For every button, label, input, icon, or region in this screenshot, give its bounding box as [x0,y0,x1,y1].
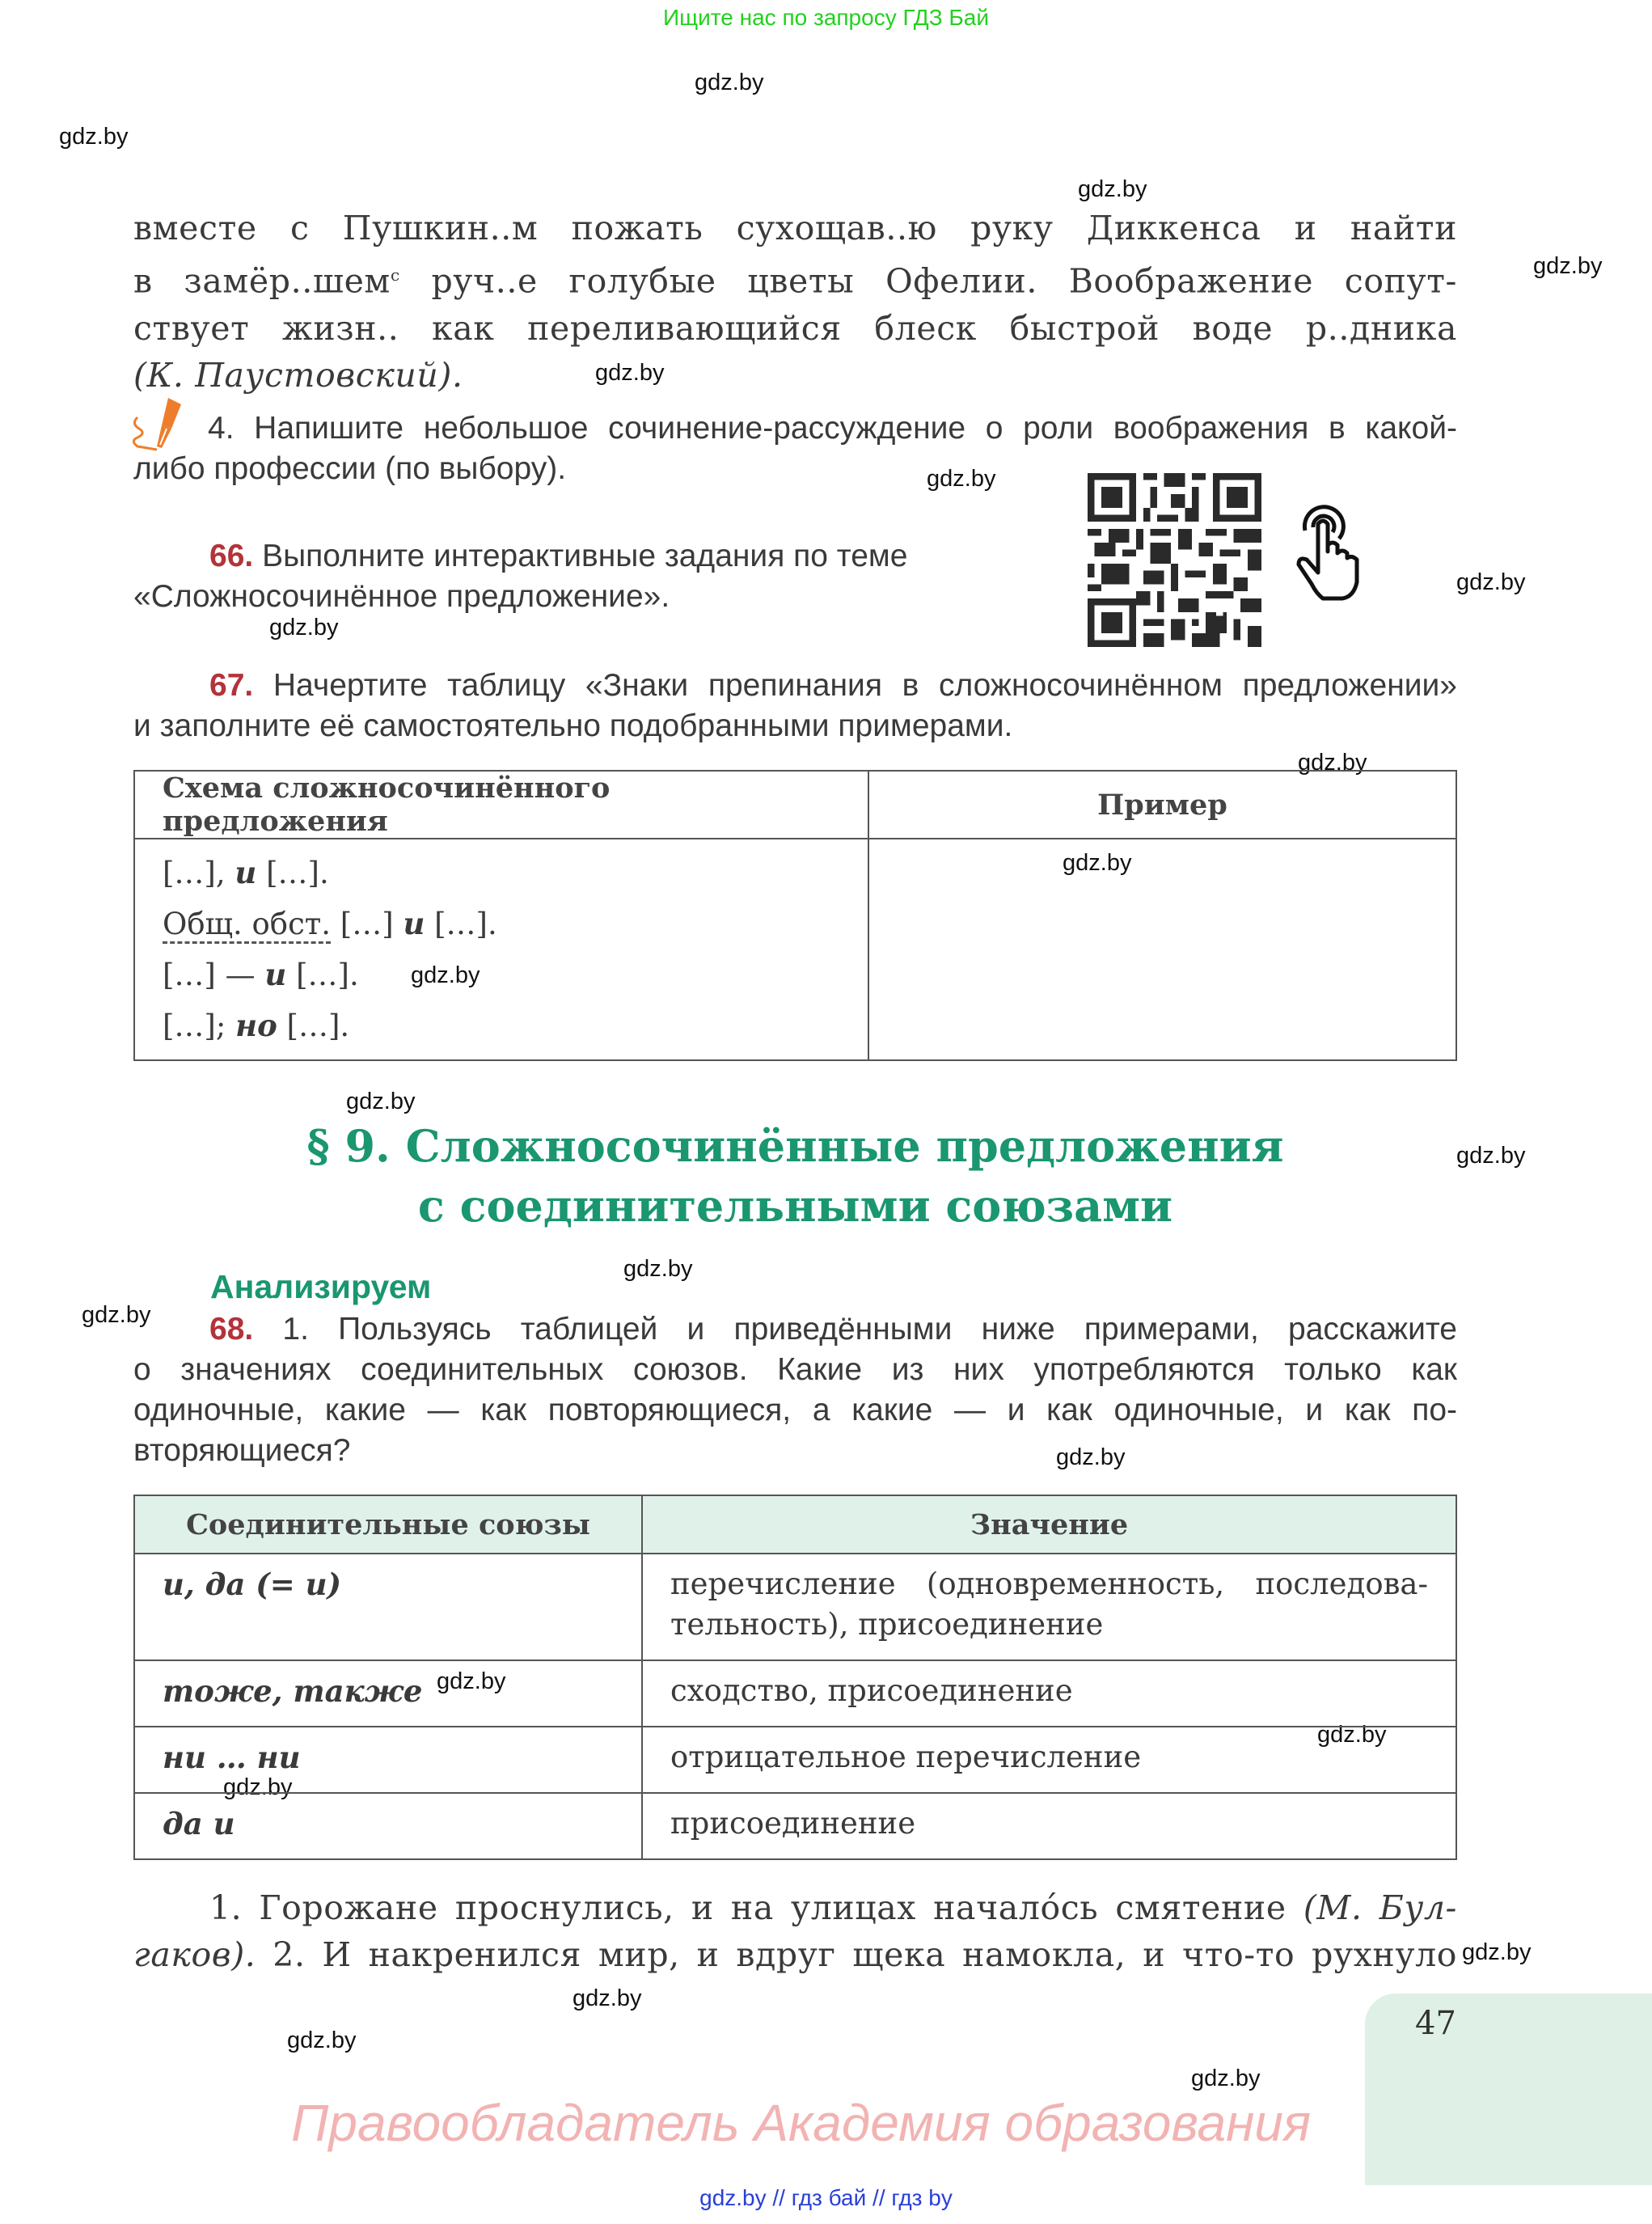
task-67-text: Начертите таблицу «Знаки препинания в сложносочинённом предложении» [273,668,1458,703]
page-number-box [1365,1994,1652,2185]
conjunctions-table [133,1495,1457,1860]
watermark: gdz.by [695,70,764,95]
scheme-line: Общ. обст. […] и […]. [163,898,840,949]
watermark: gdz.by [437,1668,506,1694]
section-heading [133,1116,1457,1236]
task-66-line: «Сложносочинённое предложение». [133,579,670,614]
task-68-line [133,1309,1457,1350]
analyze-label: Анализируем [210,1268,432,1305]
excerpt-line: ствует жизн.. как переливающийся блеск быстрой воде р..дника [133,308,1457,348]
column-header: Схема сложносочинённого предложения [134,771,868,839]
copyright-notice: Правообладатель Академия образования [291,2094,1312,2152]
page-number: 47 [1415,2005,1456,2042]
task-67-line [133,666,1457,706]
column-header: Соединительные союзы [134,1495,642,1554]
table-row [134,1554,1456,1660]
watermark: gdz.by [1317,1722,1387,1748]
scheme-line: […] — и […]. [163,957,359,992]
excerpt-paragraph [133,205,1457,399]
watermark: gdz.by [572,1985,642,2011]
footer-links[interactable]: gdz.by // гдз бай // гдз by [699,2185,953,2210]
scheme-line: […]; но […]. [163,1008,350,1043]
watermark: gdz.by [1533,253,1603,279]
watermark: gdz.by [1078,176,1147,202]
watermark: gdz.by [927,466,996,492]
conjunction-cell: ни … ни [134,1727,642,1793]
task-68-line: вторяющиеся? [133,1433,351,1468]
watermark: gdz.by [223,1774,293,1800]
watermark: gdz.by [269,615,339,641]
task-number: 66. [209,539,254,573]
watermark: gdz.by [59,124,129,150]
watermark: gdz.by [1462,1939,1532,1965]
example-line: гаков). 2. И накренился мир, и вдруг щека намокла, и что-то рухнуло [133,1935,1457,1974]
conjunction-cell: да и [134,1793,642,1859]
task-68 [133,1309,1457,1471]
conjunction-cell: тоже, также [134,1660,642,1727]
task-66-line [133,536,1023,577]
section-heading-line: § 9. Сложносочинённые предложения [306,1120,1284,1172]
watermark: gdz.by [346,1089,416,1114]
qr-code-icon[interactable] [1088,473,1261,647]
example-sentences [133,1884,1457,1978]
task-number: 67. [209,668,254,703]
watermark: gdz.by [287,2027,357,2053]
excerpt-author: (К. Паустовский). [133,355,463,395]
watermark: gdz.by [411,962,480,988]
underlined-adverbial: Общ. обст. [163,907,331,944]
scheme-cell [134,839,868,1060]
excerpt-text: руч..е голубые цветы Офелии. Воображение сопут- [399,261,1458,301]
watermark: gdz.by [82,1302,151,1328]
watermark: gdz.by [1456,569,1526,595]
watermark: gdz.by [595,360,665,386]
excerpt-line [133,252,1457,305]
meaning-cell: присоединение [642,1793,1456,1859]
section-heading-line: с соединительными союзами [417,1180,1173,1232]
task-66-text: Выполните интерактивные задания по теме [262,539,908,573]
task-67-line: и заполните её самостоятельно подобранными примерами. [133,708,1013,743]
conjunction-cell: и, да (= и) [134,1554,642,1660]
task-68-line: одиночные, какие — как повторяющиеся, а какие — и как одиночные, и как по- [133,1393,1457,1427]
watermark: gdz.by [1191,2065,1261,2091]
column-header: Значение [642,1495,1456,1554]
watermark: gdz.by [1298,750,1367,776]
table-row [134,1660,1456,1727]
watermark: gdz.by [1456,1143,1526,1169]
task-number: 68. [209,1312,254,1347]
table-row [134,1793,1456,1859]
task-68-text: 1. Пользуясь таблицей и приведёнными ниже примерами, расскажите [282,1312,1457,1347]
excerpt-text: в замёр..шем [133,261,391,301]
tap-hand-icon [1294,503,1367,604]
example-line: 1. Горожане проснулись, и на улицах начало́сь смятение (М. Бул- [209,1888,1457,1927]
footnote-mark: с [390,265,400,285]
task-66 [133,536,1023,617]
top-banner: Ищите нас по запросу ГДЗ Бай [662,5,990,30]
task-67 [133,666,1457,746]
scheme-line: […], и […]. [163,855,329,890]
excerpt-line: вместе с Пушкин..м пожать сухощав..ю руку Диккенса и найти [133,209,1457,247]
column-header: Пример [868,771,1456,839]
example-cell [868,839,1456,1060]
task-68-line: о значениях соединительных союзов. Какие из них употребляются только как [133,1352,1457,1387]
table-row [134,1727,1456,1793]
task-4-line: 4. Напишите небольшое сочинение-рассуждение о роли воображения в какой- [208,411,1457,446]
meaning-cell: перечисление (одновременность, последова- тельность), присоединение [642,1554,1456,1660]
watermark: gdz.by [623,1256,693,1282]
watermark: gdz.by [1056,1444,1126,1470]
punctuation-table [133,770,1457,1061]
task-4-line: либо профессии (по выбору). [133,451,567,486]
watermark: gdz.by [1063,850,1132,876]
meaning-cell: отрицательное перечисление [642,1727,1456,1793]
meaning-cell: сходство, присоединение [642,1660,1456,1727]
